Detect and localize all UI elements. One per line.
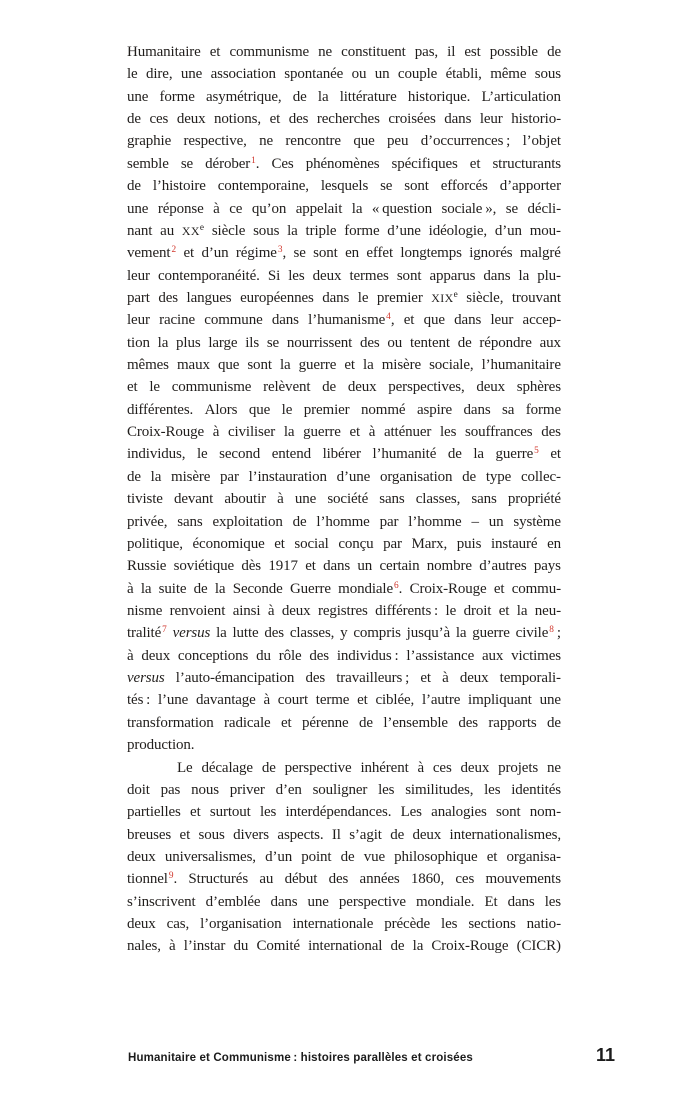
text-line: une forme asymétrique, de la littérature historique. L’articulation (127, 88, 561, 105)
text-line: nisme renvoient ainsi à deux registres différents : le droit et la neu- (127, 602, 561, 619)
footnote-marker: 3 (277, 245, 283, 256)
text-line: Humanitaire et communisme ne constituent pas, il est possible de (127, 44, 561, 60)
text-line: Le décalage de perspective inhérent à ces deux projets ne (177, 759, 561, 776)
text-line: deux cas, l’organisation internationale précède les sections natio- (127, 916, 561, 933)
text-line: tiviste devant aboutir à une société sans classes, sans propriété (127, 491, 561, 508)
text-line: partielles et surtout les interdépendances. Les analogies sont nom- (127, 804, 561, 821)
text-line: nant au XXe siècle sous la triple forme d’une idéologie, d’un mou- (127, 222, 561, 239)
text-line: de l’histoire contemporaine, lesquels se sont efforcés d’apporter (127, 178, 561, 195)
footnote-marker: 5 (534, 446, 539, 457)
text-line: Russie soviétique dès 1917 et dans un certain nombre d’autres pays (127, 558, 561, 575)
text-line: de ces deux notions, et des recherches croisées dans leur historio- (127, 111, 561, 128)
page-number: 11 (596, 1045, 616, 1065)
text-line: deux universalismes, d’un point de vue philosophique et organisa- (127, 848, 561, 865)
footnote-marker: 6 (394, 580, 399, 591)
text-line: Croix-Rouge à civiliser la guerre et à atténuer les souffrances des (127, 424, 561, 441)
text-line: politique, économique et social conçu par Marx, puis instauré en (127, 535, 561, 552)
text-line: le dire, une association spontanée ou un couple établi, même sous (127, 66, 561, 83)
text-line: leur racine commune dans l’humanisme$^4$, et que dans leur accep- (127, 312, 561, 329)
text-line: tion la plus large ils se nourrissent des ou tentent de répondre aux (127, 334, 561, 351)
footnote-marker: 1 (251, 155, 256, 166)
footnote-marker: 7 (162, 625, 167, 636)
text-line: individus, le second entend libérer l’humanité de la guerre$^5$ et (127, 446, 561, 463)
text-line: versus l’auto-émancipation des travailleurs ; et à deux temporali- (127, 670, 561, 687)
text-line: tés : l’une davantage à court terme et ciblée, l’autre impliquant une (127, 692, 561, 709)
text-line: graphie respective, ne rencontre que peu d’occurrences ; l’objet (127, 133, 561, 150)
footnote-marker: 2 (171, 245, 177, 256)
text-line: tralité$^7$ versus la lutte des classes, y compris jusqu’à la guerre civile$^8$ ; (127, 625, 561, 642)
text-line: part des langues européennes dans le premier XIXe siècle, trouvant (127, 289, 561, 306)
text-line: et le communisme relèvent de deux perspectives, deux sphères (127, 379, 561, 396)
footnote-marker: 8 (549, 625, 554, 636)
text-line: de la misère par l’instauration d’une organisation de type collec- (127, 468, 561, 485)
footnote-marker: 4 (386, 312, 391, 323)
text-line: privée, sans exploitation de l’homme par l’homme – un système (127, 513, 561, 530)
text-line: transformation radicale et pérenne de l’ensemble des rapports de (127, 714, 561, 731)
text-line: s’inscrivent d’emblée dans une perspective mondiale. Et dans les (127, 893, 561, 910)
text-line: à la suite de la Seconde Guerre mondiale$^6$. Croix-Rouge et commu- (127, 580, 561, 597)
text-line: à deux conceptions du rôle des individus : l’assistance aux victimes (127, 647, 561, 664)
text-line: nales, à l’instar du Comité international de la Croix-Rouge (CICR) (127, 938, 561, 955)
text-line: mêmes maux que sont la guerre et la misère sociale, l’humanitaire (127, 357, 561, 374)
text-line: tionnel$^9$. Structurés au début des années 1860, ces mouvements (127, 871, 561, 888)
text-line: leur contemporanéité. Si les deux termes sont apparus dans la plu- (127, 267, 561, 284)
text-line: une réponse à ce qu’on appelait la « question sociale », se décli- (127, 200, 561, 217)
text-line: production. (127, 737, 195, 754)
text-line: différentes. Alors que le premier nommé aspire dans sa forme (127, 401, 561, 418)
text-line: doit pas nous priver d’en souligner les similitudes, les identités (127, 781, 561, 798)
text-line: breuses et sous divers aspects. Il s’agit de deux internationalismes, (127, 826, 561, 843)
footer-running-title: Humanitaire et Communisme : histoires parallèles et croisées (128, 1052, 473, 1064)
footnote-marker: 9 (168, 871, 174, 882)
text-line: semble se dérober$^1$. Ces phénomènes spécifiques et structurants (127, 155, 561, 172)
body-text (127, 44, 561, 961)
text-line: vement$^2$ et d’un régime$^3$, se sont en effet longtemps ignorés malgré (127, 245, 561, 262)
